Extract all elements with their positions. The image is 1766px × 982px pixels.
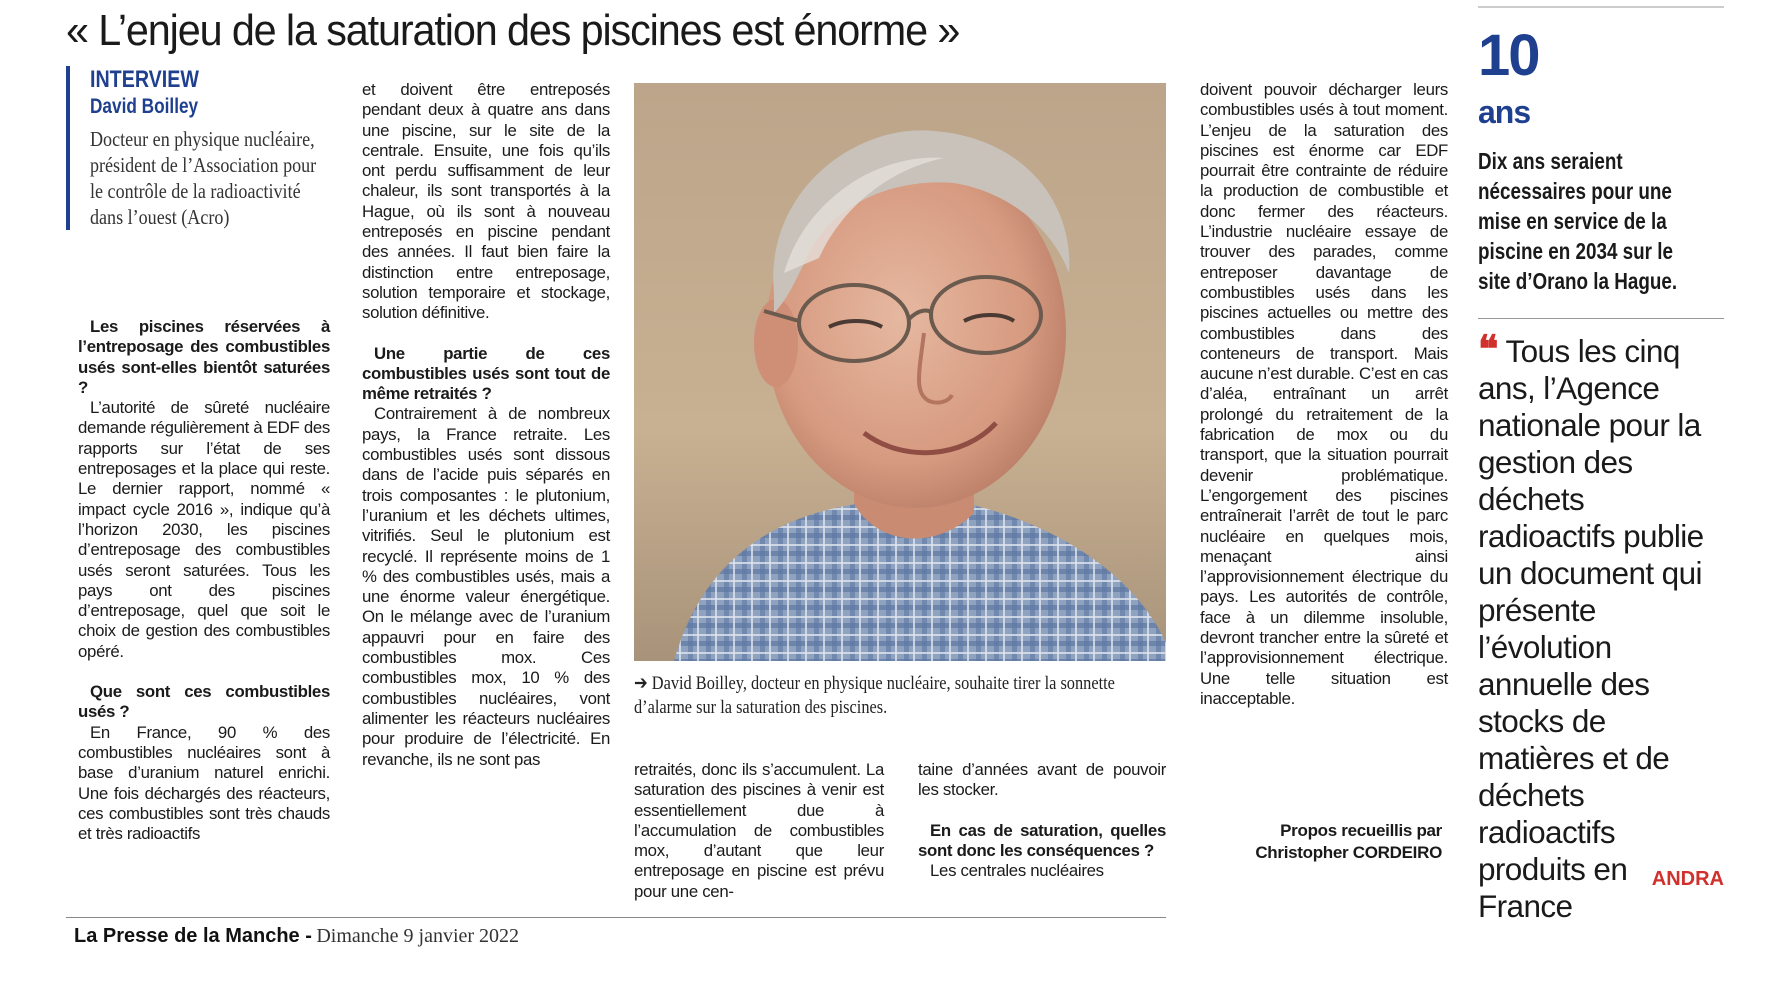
publication-date: Dimanche 9 janvier 2022 <box>316 925 520 947</box>
signoff-line-1: Propos recueillis par <box>1280 821 1442 840</box>
footer <box>74 925 519 948</box>
question-4: En cas de saturation, quelles sont donc les conséquences ? <box>918 820 1166 860</box>
interview-kicker: INTERVIEW <box>90 66 199 93</box>
interviewee-bio: Docteur en physique nucléaire, président de l’Association pour le contrôle de la radioactivité dans l’ouest (Acro) <box>90 127 317 229</box>
signoff <box>1236 820 1442 864</box>
answer-2-continued: et doivent être entreposés pendant deux à quatre ans dans une piscine, sur le site de la centrale. Ensuite, une fois qu’ils ont perdu suffisamment de leur chaleur, ils sont transportés à la Hague, où ils sont à nouveau entreposés en piscine pendant des années. Il faut bien faire la distinction entre entreposage, solution temporaire et stockage, solution définitive. <box>362 80 610 323</box>
interview-intro <box>66 66 322 230</box>
signoff-author: Christopher CORDEIRO <box>1255 843 1442 862</box>
caption-text: David Boilley, docteur en physique nucléaire, souhaite tirer la sonnette d’alarme sur la saturation des piscines. <box>634 673 1115 718</box>
article-column-2 <box>362 80 610 770</box>
article-column-4 <box>918 760 1166 881</box>
portrait-image <box>634 83 1166 661</box>
question-2: Que sont ces combustibles usés ? <box>78 682 330 722</box>
quote-mark-icon: ❝ <box>1478 329 1498 371</box>
article-column-1 <box>78 317 330 844</box>
pull-quote-text: Tous les cinq ans, l’Agence nationale pour la gestion des déchets radioactifs publie un document qui présente l’évolution annuelle des stocks de matières et de déchets radioactifs produits en France <box>1478 333 1704 924</box>
headline: « L’enjeu de la saturation des piscines est énorme » <box>66 6 960 55</box>
answer-2: En France, 90 % des combustibles nucléaires sont à base d’uranium naturel enrichi. Une fois déchargés des réacteurs, ces combustibles sont très chauds et très radioactifs <box>78 722 330 844</box>
article-column-3 <box>634 760 884 902</box>
photo-caption <box>634 672 1167 720</box>
answer-3-continued: retraités, donc ils s’accumulent. La saturation des piscines à venir est essentiellement due à l’accumulation de combustibles mox, d’autant que leur entreposage en piscine est prévu pour une cen- <box>634 760 884 901</box>
caption-arrow-icon: ➔ <box>634 673 648 694</box>
answer-1: L’autorité de sûreté nucléaire demande régulièrement à EDF des rapports sur l’état de ses entreposages et la place qui reste. Le dernier rapport, nommé « impact cycle 2016 », indique qu’à l’horizon 2030, les piscines d’entreposage des combustibles usés seront saturées. Tous les pays ont des piscines d’entreposage, quel que soit le choix de gestion des combustibles opéré. <box>78 398 330 661</box>
question-1: Les piscines réservées à l’entreposage des combustibles usés sont-elles bientôt saturées ? <box>78 317 330 397</box>
footer-rule <box>66 917 1166 918</box>
sidebar-top-rule <box>1478 6 1724 8</box>
answer-3-end: taine d’années avant de pouvoir les stocker. <box>918 760 1166 800</box>
sidebar-fact: Dix ans seraient nécessaires pour une mise en service de la piscine en 2034 sur le site d’Orano la Hague. <box>1478 148 1678 294</box>
interviewee-name: David Boilley <box>90 95 199 118</box>
answer-4-continued: doivent pouvoir décharger leurs combustibles usés à tout moment. L’enjeu de la saturation des piscines est énorme car EDF pourrait être contrainte de réduire la production de combustible et donc fermer des réacteurs. L’industrie nucléaire essaye de trouver des parades, comme entreposer davantage de combustibles usés dans les piscines actuelles ou mettre des combustibles dans des conteneurs de transport. Mais aucune n’est durable. C’est en cas d’aléa, entraînant un arrêt prolongé du retraitement de la fabrication de mox ou du transport, que la situation pourrait devenir problématique. L’engorgement des piscines entraînerait l’arrêt de tout le parc nucléaire en quelques mois, menaçant ainsi l’approvisionnement électrique du pays. Les autorités de contrôle, face à un dilemme insoluble, devront trancher entre la sûreté et l’approvisionnement électrique. Une telle situation est inacceptable. <box>1200 80 1448 708</box>
sidebar-number-unit: ans <box>1478 94 1531 130</box>
question-3: Une partie de ces combustibles usés sont tout de même retraités ? <box>362 343 610 404</box>
interviewee-photo <box>634 83 1166 661</box>
sidebar-pull-quote <box>1478 329 1724 925</box>
answer-3: Contrairement à de nombreux pays, la France retraite. Les combustibles usés sont dissous dans de l’acide puis séparés en trois composantes : le plutonium, l’uranium et les déchets ultimes, vitrifiés. Seul le plutonium est recyclé. Il représente moins de 1 % des combustibles usés, mais a une énorme valeur énergétique. On le mélange avec de l’uranium appauvri pour en faire des combustibles mox. Ces combustibles mox, 10 % des combustibles nucléaires, vont alimenter les réacteurs nucléaires pour produire de l’électricité. En revanche, ils ne sont pas <box>362 404 610 769</box>
sidebar-big-number: 10 <box>1478 23 1539 88</box>
answer-4-start: Les centrales nucléaires <box>930 861 1104 881</box>
newspaper-name: La Presse de la Manche - <box>74 925 312 947</box>
quote-source: ANDRA <box>1651 868 1724 890</box>
sidebar-divider <box>1478 318 1724 319</box>
article-column-5 <box>1200 80 1448 709</box>
